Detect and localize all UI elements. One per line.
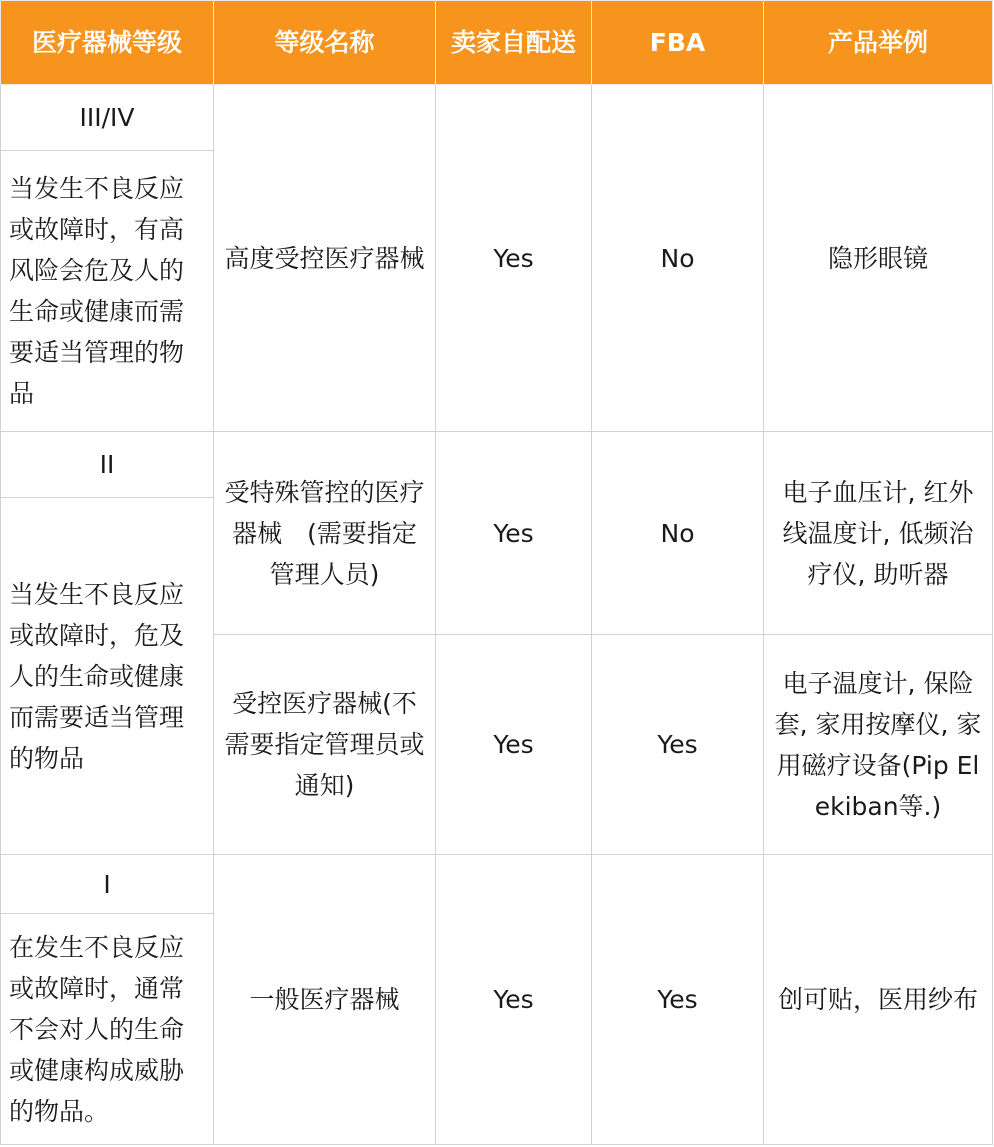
table-row <box>1 855 993 914</box>
class-1-level: I <box>1 855 214 914</box>
class-1-name: 一般医疗器械 <box>214 855 436 1145</box>
class-2-special-self-ship: Yes <box>436 432 592 635</box>
class-3-4-level: III/IV <box>1 85 214 151</box>
class-2-controlled-fba: Yes <box>592 635 764 855</box>
class-1-examples: 创可贴，医用纱布 <box>764 855 993 1145</box>
class-1-self-ship: Yes <box>436 855 592 1145</box>
class-2-controlled-self-ship: Yes <box>436 635 592 855</box>
class-3-4-fba: No <box>592 85 764 432</box>
class-1-description: 在发生不良反应或故障时，通常不会对人的生命或健康构成威胁的物品。 <box>1 914 214 1145</box>
class-3-4-examples: 隐形眼镜 <box>764 85 993 432</box>
table-header <box>1 1 993 85</box>
class-2-special-name: 受特殊管控的医疗器械 (需要指定管理人员) <box>214 432 436 635</box>
header-examples: 产品举例 <box>764 1 993 85</box>
header-level: 医疗器械等级 <box>1 1 214 85</box>
class-3-4-self-ship: Yes <box>436 85 592 432</box>
class-3-4-name: 高度受控医疗器械 <box>214 85 436 432</box>
header-self-ship: 卖家自配送 <box>436 1 592 85</box>
table-row <box>1 85 993 151</box>
class-2-special-examples: 电子血压计, 红外线温度计, 低频治疗仪, 助听器 <box>764 432 993 635</box>
class-1-fba: Yes <box>592 855 764 1145</box>
table-row <box>1 432 993 498</box>
header-fba: FBA <box>592 1 764 85</box>
class-2-level: II <box>1 432 214 498</box>
table-body <box>1 85 993 1145</box>
class-3-4-description: 当发生不良反应或故障时，有高风险会危及人的生命或健康而需要适当管理的物品 <box>1 151 214 432</box>
class-2-description: 当发生不良反应或故障时，危及人的生命或健康而需要适当管理的物品 <box>1 498 214 855</box>
class-2-controlled-examples: 电子温度计, 保险套, 家用按摩仪, 家用磁疗设备(Pip Elekiban等.) <box>764 635 993 855</box>
class-2-special-fba: No <box>592 432 764 635</box>
header-row <box>1 1 993 85</box>
header-name: 等级名称 <box>214 1 436 85</box>
class-2-controlled-name: 受控医疗器械(不需要指定管理员或通知) <box>214 635 436 855</box>
